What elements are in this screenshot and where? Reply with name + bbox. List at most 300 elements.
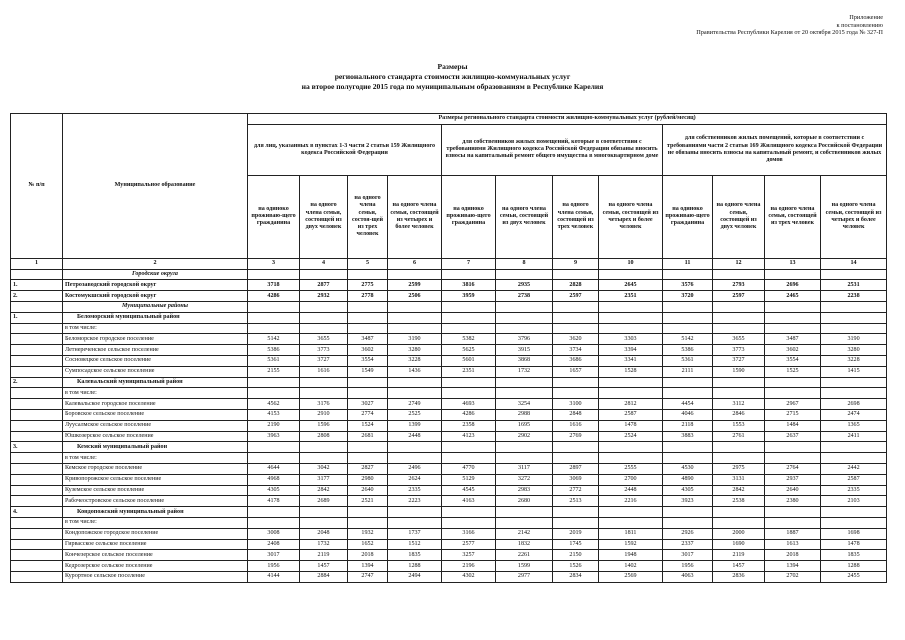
row-number <box>11 345 63 356</box>
value-cell: 2380 <box>765 496 821 507</box>
value-cell: 1948 <box>599 550 663 561</box>
value-cell <box>388 388 442 399</box>
header-group-3: для собственников жилых помещений, которые в соответствии с требованиями части 2 статьи 169 Жилищного кодекса Российской Федерации не обязаны вносить взносы на капитальный ремонт, и собственников жилых домов <box>663 124 887 175</box>
value-cell: 1737 <box>388 528 442 539</box>
value-cell: 2494 <box>388 571 442 582</box>
value-cell <box>765 442 821 453</box>
column-number-cell: 2 <box>63 258 248 269</box>
value-cell: 3773 <box>713 345 765 356</box>
value-cell <box>821 301 887 312</box>
value-cell: 1457 <box>300 561 348 572</box>
subheader-cell: на одного члена семьи, состоящей из двух человек <box>300 175 348 258</box>
value-cell: 2119 <box>713 550 765 561</box>
value-cell: 5361 <box>248 355 300 366</box>
table-row <box>11 463 887 474</box>
value-cell: 3190 <box>821 334 887 345</box>
table-row <box>11 528 887 539</box>
value-cell <box>348 312 388 323</box>
value-cell: 1690 <box>713 539 765 550</box>
row-name: Калевальское городское поселение <box>63 399 248 410</box>
value-cell: 3655 <box>300 334 348 345</box>
value-cell: 2975 <box>713 463 765 474</box>
row-name: Гирвасское сельское поселение <box>63 539 248 550</box>
value-cell: 2937 <box>765 474 821 485</box>
value-cell: 2597 <box>553 291 599 302</box>
value-cell: 1528 <box>599 366 663 377</box>
value-cell <box>821 507 887 518</box>
value-cell <box>663 301 713 312</box>
value-cell: 3915 <box>496 345 553 356</box>
value-cell: 1745 <box>553 539 599 550</box>
value-cell <box>348 507 388 518</box>
row-name: Беломорский муниципальный район <box>63 312 248 323</box>
value-cell: 2351 <box>442 366 496 377</box>
value-cell: 2645 <box>599 280 663 291</box>
row-name: Городские округа <box>63 269 248 280</box>
value-cell <box>553 453 599 464</box>
value-cell <box>348 517 388 528</box>
value-cell <box>388 301 442 312</box>
subheader-cell: на одного члена семьи, состоя-щей из трех человек <box>348 175 388 258</box>
row-number: 2. <box>11 291 63 302</box>
value-cell <box>553 323 599 334</box>
value-cell: 1365 <box>821 420 887 431</box>
value-cell <box>821 323 887 334</box>
value-cell: 3487 <box>348 334 388 345</box>
value-cell: 2848 <box>553 409 599 420</box>
value-cell: 4302 <box>442 571 496 582</box>
row-name: Сумпосадское сельское поселение <box>63 366 248 377</box>
column-number-cell: 11 <box>663 258 713 269</box>
value-cell: 2455 <box>821 571 887 582</box>
value-cell: 1592 <box>599 539 663 550</box>
value-cell: 4644 <box>248 463 300 474</box>
value-cell: 4454 <box>663 399 713 410</box>
document-title: Размеры <box>437 62 468 71</box>
row-number <box>11 355 63 366</box>
value-cell: 2902 <box>496 431 553 442</box>
value-cell: 5142 <box>248 334 300 345</box>
value-cell <box>248 269 300 280</box>
value-cell <box>553 301 599 312</box>
value-cell <box>248 442 300 453</box>
value-cell: 1599 <box>496 561 553 572</box>
value-cell <box>553 377 599 388</box>
value-cell: 1436 <box>388 366 442 377</box>
row-number <box>11 301 63 312</box>
table-row <box>11 366 887 377</box>
value-cell: 1478 <box>599 420 663 431</box>
row-number <box>11 431 63 442</box>
value-cell: 2111 <box>663 366 713 377</box>
table-row <box>11 377 887 388</box>
table-row <box>11 453 887 464</box>
value-cell: 2465 <box>765 291 821 302</box>
value-cell: 2967 <box>765 399 821 410</box>
value-cell: 2910 <box>300 409 348 420</box>
value-cell: 3816 <box>442 280 496 291</box>
value-cell <box>765 377 821 388</box>
header-group-1: для лиц, указанных в пунктах 1-3 части 2 статьи 159 Жилищного кодекса Российской Федерации <box>248 124 442 175</box>
value-cell: 4153 <box>248 409 300 420</box>
column-number-cell: 1 <box>11 258 63 269</box>
value-cell: 3272 <box>496 474 553 485</box>
value-cell <box>663 453 713 464</box>
table-row <box>11 312 887 323</box>
value-cell: 2624 <box>388 474 442 485</box>
value-cell: 3554 <box>348 355 388 366</box>
value-cell: 3190 <box>388 334 442 345</box>
column-number-cell: 10 <box>599 258 663 269</box>
value-cell <box>713 323 765 334</box>
table-row <box>11 399 887 410</box>
value-cell: 2538 <box>713 496 765 507</box>
value-cell: 5382 <box>442 334 496 345</box>
value-cell: 2524 <box>599 431 663 442</box>
table-row <box>11 355 887 366</box>
value-cell <box>496 312 553 323</box>
value-cell: 4890 <box>663 474 713 485</box>
value-cell: 5361 <box>663 355 713 366</box>
value-cell <box>713 507 765 518</box>
column-number-cell: 4 <box>300 258 348 269</box>
value-cell: 1402 <box>599 561 663 572</box>
value-cell: 1399 <box>388 420 442 431</box>
value-cell: 1695 <box>496 420 553 431</box>
value-cell <box>765 269 821 280</box>
value-cell: 3069 <box>553 474 599 485</box>
value-cell: 2884 <box>300 571 348 582</box>
value-cell <box>765 301 821 312</box>
value-cell: 2442 <box>821 463 887 474</box>
value-cell <box>765 323 821 334</box>
column-number-cell: 14 <box>821 258 887 269</box>
value-cell: 2640 <box>765 485 821 496</box>
value-cell <box>496 453 553 464</box>
value-cell <box>599 388 663 399</box>
value-cell: 2935 <box>496 280 553 291</box>
subheader-cell: на одного члена семьи, состоящей из четырех и более человек <box>388 175 442 258</box>
value-cell: 2834 <box>553 571 599 582</box>
value-cell: 3131 <box>713 474 765 485</box>
appendix-line: Правительства Республики Карелия от 20 октября 2015 года № 327-П <box>696 29 883 37</box>
value-cell <box>765 453 821 464</box>
value-cell: 2018 <box>348 550 388 561</box>
header-no: № п/п <box>11 114 63 259</box>
value-cell <box>821 517 887 528</box>
value-cell: 2680 <box>496 496 553 507</box>
value-cell <box>248 507 300 518</box>
value-cell <box>713 453 765 464</box>
value-cell: 1288 <box>821 561 887 572</box>
value-cell: 2513 <box>553 496 599 507</box>
document-subtitle-period: на второе полугодие 2015 года по муниципальным образованиям в Республике Карелия <box>301 82 604 91</box>
value-cell: 3394 <box>599 345 663 356</box>
value-cell: 3602 <box>348 345 388 356</box>
value-cell <box>348 377 388 388</box>
value-cell <box>713 377 765 388</box>
value-cell: 2118 <box>663 420 713 431</box>
value-cell: 3257 <box>442 550 496 561</box>
value-cell: 3686 <box>553 355 599 366</box>
value-cell: 4046 <box>663 409 713 420</box>
value-cell <box>300 507 348 518</box>
value-cell <box>553 269 599 280</box>
row-number: 1. <box>11 280 63 291</box>
value-cell <box>496 517 553 528</box>
value-cell: 3868 <box>496 355 553 366</box>
value-cell <box>599 377 663 388</box>
value-cell <box>442 453 496 464</box>
table-row <box>11 571 887 582</box>
value-cell <box>663 388 713 399</box>
row-number <box>11 517 63 528</box>
value-cell: 3959 <box>442 291 496 302</box>
value-cell: 3734 <box>553 345 599 356</box>
column-number-cell: 3 <box>248 258 300 269</box>
value-cell: 3112 <box>713 399 765 410</box>
value-cell: 3254 <box>496 399 553 410</box>
value-cell: 4305 <box>663 485 713 496</box>
column-number-cell: 13 <box>765 258 821 269</box>
subheader-cell: на одного члена семьи, состоящей из четырех и более человек <box>821 175 887 258</box>
value-cell: 2411 <box>821 431 887 442</box>
row-number <box>11 539 63 550</box>
value-cell: 1549 <box>348 366 388 377</box>
row-number <box>11 420 63 431</box>
value-cell: 2988 <box>496 409 553 420</box>
value-cell <box>388 517 442 528</box>
value-cell <box>300 377 348 388</box>
appendix-line: к постановлению <box>836 21 883 29</box>
value-cell <box>388 269 442 280</box>
value-cell: 2506 <box>388 291 442 302</box>
table-row <box>11 539 887 550</box>
row-name: Боровское сельское поселение <box>63 409 248 420</box>
value-cell: 1590 <box>713 366 765 377</box>
value-cell: 3280 <box>821 345 887 356</box>
value-cell <box>663 442 713 453</box>
table-row <box>11 301 887 312</box>
value-cell: 2587 <box>821 474 887 485</box>
row-name: Кондопожский муниципальный район <box>63 507 248 518</box>
value-cell: 3228 <box>388 355 442 366</box>
row-number <box>11 399 63 410</box>
row-number <box>11 571 63 582</box>
table-row <box>11 561 887 572</box>
table-row <box>11 517 887 528</box>
value-cell: 2846 <box>713 409 765 420</box>
value-cell: 1415 <box>821 366 887 377</box>
column-number-cell: 7 <box>442 258 496 269</box>
value-cell: 3487 <box>765 334 821 345</box>
value-cell: 2637 <box>765 431 821 442</box>
value-cell: 1932 <box>348 528 388 539</box>
value-cell <box>348 301 388 312</box>
value-cell <box>713 301 765 312</box>
value-cell: 2337 <box>663 539 713 550</box>
value-cell: 1478 <box>821 539 887 550</box>
value-cell <box>388 312 442 323</box>
value-cell: 1652 <box>348 539 388 550</box>
value-cell <box>553 517 599 528</box>
value-cell: 2599 <box>388 280 442 291</box>
value-cell: 2496 <box>388 463 442 474</box>
value-cell <box>442 507 496 518</box>
table-row <box>11 550 887 561</box>
value-cell: 1524 <box>348 420 388 431</box>
table-row <box>11 485 887 496</box>
column-number-cell: 9 <box>553 258 599 269</box>
value-cell: 2587 <box>599 409 663 420</box>
row-name: Сосновецкое сельское поселение <box>63 355 248 366</box>
row-name: в том числе: <box>63 453 248 464</box>
value-cell <box>821 453 887 464</box>
value-cell: 2842 <box>713 485 765 496</box>
column-number-cell: 12 <box>713 258 765 269</box>
value-cell: 3008 <box>248 528 300 539</box>
value-cell: 1288 <box>388 561 442 572</box>
value-cell: 2223 <box>388 496 442 507</box>
value-cell <box>388 453 442 464</box>
table-row <box>11 345 887 356</box>
value-cell: 2696 <box>765 280 821 291</box>
value-cell <box>599 453 663 464</box>
value-cell: 2525 <box>388 409 442 420</box>
value-cell: 3655 <box>713 334 765 345</box>
value-cell: 1956 <box>248 561 300 572</box>
value-cell: 3576 <box>663 280 713 291</box>
value-cell: 1732 <box>496 366 553 377</box>
row-number <box>11 269 63 280</box>
value-cell: 2577 <box>442 539 496 550</box>
value-cell <box>300 453 348 464</box>
value-cell <box>553 388 599 399</box>
value-cell: 2155 <box>248 366 300 377</box>
value-cell: 2335 <box>821 485 887 496</box>
value-cell: 1835 <box>388 550 442 561</box>
value-cell <box>713 269 765 280</box>
value-cell <box>821 377 887 388</box>
value-cell: 4530 <box>663 463 713 474</box>
table-row <box>11 474 887 485</box>
value-cell <box>599 312 663 323</box>
table-row <box>11 323 887 334</box>
value-cell <box>821 269 887 280</box>
row-name: Кемский муниципальный район <box>63 442 248 453</box>
row-number <box>11 334 63 345</box>
value-cell: 1616 <box>553 420 599 431</box>
subheader-cell: на одиноко проживаю-щего гражданина <box>442 175 496 258</box>
value-cell: 2774 <box>348 409 388 420</box>
value-cell <box>663 517 713 528</box>
value-cell: 1657 <box>553 366 599 377</box>
value-cell: 2119 <box>300 550 348 561</box>
row-name: Кемское городское поселение <box>63 463 248 474</box>
row-number <box>11 561 63 572</box>
value-cell <box>496 301 553 312</box>
value-cell <box>300 312 348 323</box>
table-row <box>11 280 887 291</box>
value-cell <box>599 442 663 453</box>
row-name: Рабочеостровское сельское поселение <box>63 496 248 507</box>
row-number: 2. <box>11 377 63 388</box>
row-number <box>11 474 63 485</box>
value-cell <box>388 377 442 388</box>
value-cell <box>765 517 821 528</box>
value-cell: 2775 <box>348 280 388 291</box>
value-cell: 2555 <box>599 463 663 474</box>
standards-table <box>10 113 887 583</box>
value-cell: 2261 <box>496 550 553 561</box>
value-cell: 2897 <box>553 463 599 474</box>
value-cell <box>442 312 496 323</box>
value-cell: 3554 <box>765 355 821 366</box>
value-cell: 2812 <box>599 399 663 410</box>
value-cell: 2877 <box>300 280 348 291</box>
subheader-cell: на одного члена семьи, состоящей из двух человек <box>496 175 553 258</box>
value-cell <box>821 312 887 323</box>
table-row <box>11 496 887 507</box>
value-cell <box>496 377 553 388</box>
value-cell: 2196 <box>442 561 496 572</box>
value-cell <box>713 312 765 323</box>
value-cell: 2778 <box>348 291 388 302</box>
value-cell: 3100 <box>553 399 599 410</box>
value-cell <box>442 377 496 388</box>
value-cell: 4123 <box>442 431 496 442</box>
value-cell <box>553 442 599 453</box>
value-cell <box>553 312 599 323</box>
value-cell <box>388 507 442 518</box>
row-number <box>11 496 63 507</box>
value-cell: 1811 <box>599 528 663 539</box>
value-cell: 2983 <box>496 485 553 496</box>
value-cell: 4286 <box>442 409 496 420</box>
value-cell: 2689 <box>300 496 348 507</box>
value-cell: 3027 <box>348 399 388 410</box>
row-number: 1. <box>11 312 63 323</box>
value-cell: 2048 <box>300 528 348 539</box>
column-number-cell: 5 <box>348 258 388 269</box>
value-cell <box>442 269 496 280</box>
row-name: Юшкозерское сельское поселение <box>63 431 248 442</box>
value-cell: 1732 <box>300 539 348 550</box>
value-cell: 4305 <box>248 485 300 496</box>
value-cell: 1457 <box>713 561 765 572</box>
subheader-cell: на одиноко проживаю-щего гражданина <box>248 175 300 258</box>
value-cell: 1553 <box>713 420 765 431</box>
value-cell: 2738 <box>496 291 553 302</box>
value-cell: 1512 <box>388 539 442 550</box>
value-cell: 2216 <box>599 496 663 507</box>
value-cell: 2408 <box>248 539 300 550</box>
value-cell: 2747 <box>348 571 388 582</box>
table-row <box>11 507 887 518</box>
row-number <box>11 550 63 561</box>
value-cell <box>348 453 388 464</box>
value-cell: 1956 <box>663 561 713 572</box>
value-cell <box>348 323 388 334</box>
table-row <box>11 442 887 453</box>
table-row <box>11 291 887 302</box>
appendix-block <box>583 14 883 37</box>
header-group-2: для собственников жилых помещений, которые в соответствии с требованиями Жилищного кодекса Российской Федерации обязаны вносить взносы на капитальный ремонт общего имущества в многоквартирном доме <box>442 124 663 175</box>
value-cell <box>442 323 496 334</box>
value-cell <box>388 442 442 453</box>
row-number <box>11 453 63 464</box>
value-cell: 2749 <box>388 399 442 410</box>
